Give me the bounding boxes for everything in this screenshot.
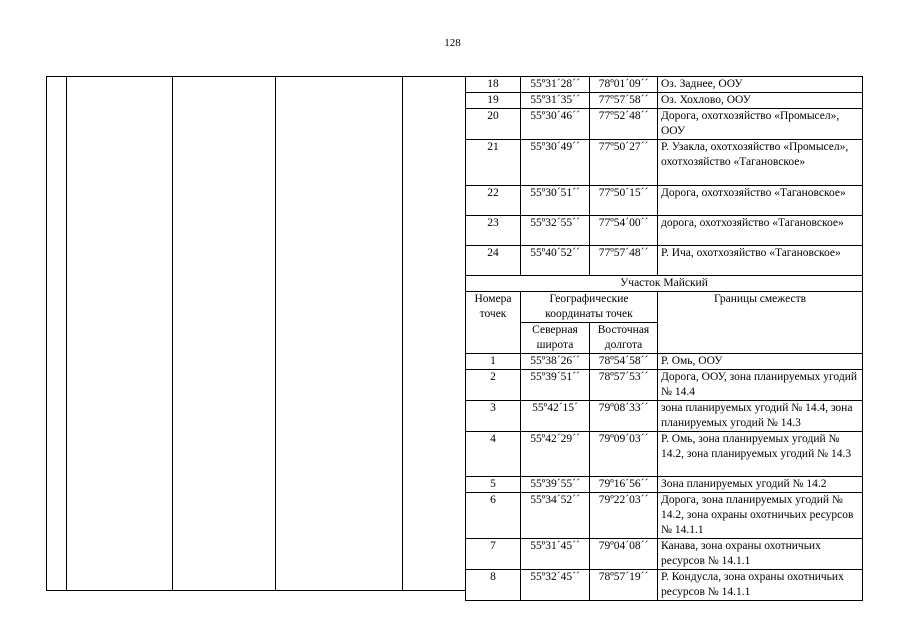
point-number: 18: [466, 77, 521, 93]
point-border: Р. Омь, ООУ: [658, 354, 863, 370]
header-coordinates: Географические координаты точек: [521, 292, 658, 323]
table-row: [466, 370, 863, 401]
point-number: 2: [466, 370, 521, 401]
point-border: Р. Омь, зона планируемых угодий № 14.2, зона планируемых угодий № 14.3: [658, 432, 863, 477]
section-title-row: [466, 276, 863, 292]
point-longitude: 77º57´48´´: [590, 246, 658, 276]
point-border: Дорога, охотхозяйство «Промысел», ООУ: [658, 109, 863, 140]
header-point-number: Номера точек: [466, 292, 521, 354]
point-longitude: 77º50´27´´: [590, 140, 658, 186]
point-number: 1: [466, 354, 521, 370]
point-latitude: 55º38´26´´: [521, 354, 590, 370]
point-number: 8: [466, 570, 521, 601]
table-row: [466, 432, 863, 477]
point-latitude: 55º39´51´´: [521, 370, 590, 401]
table-row: [466, 109, 863, 140]
table-row: [466, 93, 863, 109]
point-latitude: 55º34´52´´: [521, 493, 590, 539]
table-row: [466, 401, 863, 432]
outer-col-border: [275, 76, 276, 591]
header-border: Границы смежеств: [658, 292, 863, 354]
point-longitude: 79º22´03´´: [590, 493, 658, 539]
point-number: 21: [466, 140, 521, 186]
table-row: [466, 570, 863, 601]
table-row: [466, 354, 863, 370]
point-border: Р. Кондусла, зона охраны охотничьих ресурсов № 14.1.1: [658, 570, 863, 601]
point-longitude: 78º57´19´´: [590, 570, 658, 601]
point-border: Дорога, охотхозяйство «Тагановское»: [658, 186, 863, 216]
point-longitude: 77º52´48´´: [590, 109, 658, 140]
point-longitude: 78º57´53´´: [590, 370, 658, 401]
point-border: Дорога, ООУ, зона планируемых угодий № 14.4: [658, 370, 863, 401]
point-latitude: 55º40´52´´: [521, 246, 590, 276]
page-number: 128: [444, 37, 461, 49]
table-row: [466, 140, 863, 186]
header-latitude: Северная широта: [521, 323, 590, 354]
point-latitude: 55º32´45´´: [521, 570, 590, 601]
table-row: [466, 493, 863, 539]
point-number: 23: [466, 216, 521, 246]
outer-col-border: [172, 76, 173, 591]
point-number: 20: [466, 109, 521, 140]
header-longitude: Восточная долгота: [590, 323, 658, 354]
point-border: Р. Ича, охотхозяйство «Тагановское»: [658, 246, 863, 276]
point-number: 6: [466, 493, 521, 539]
point-longitude: 79º08´33´´: [590, 401, 658, 432]
table-row: [466, 539, 863, 570]
table-row: [466, 186, 863, 216]
point-longitude: 78º01´09´´: [590, 77, 658, 93]
point-border: Оз. Заднее, ООУ: [658, 77, 863, 93]
point-longitude: 77º57´58´´: [590, 93, 658, 109]
point-latitude: 55º31´35´´: [521, 93, 590, 109]
point-border: Оз. Хохлово, ООУ: [658, 93, 863, 109]
point-border: Канава, зона охраны охотничьих ресурсов № 14.1.1: [658, 539, 863, 570]
outer-col-border: [402, 76, 403, 591]
point-latitude: 55º42´29´´: [521, 432, 590, 477]
point-number: 3: [466, 401, 521, 432]
point-number: 4: [466, 432, 521, 477]
point-longitude: 79º09´03´´: [590, 432, 658, 477]
point-longitude: 77º54´00´´: [590, 216, 658, 246]
table-row: [466, 216, 863, 246]
point-border: Зона планируемых угодий № 14.2: [658, 477, 863, 493]
point-number: 24: [466, 246, 521, 276]
outer-col-border: [46, 76, 47, 591]
section-title: Участок Майский: [466, 276, 863, 292]
point-number: 22: [466, 186, 521, 216]
point-latitude: 55º31´45´´: [521, 539, 590, 570]
table-row: [466, 477, 863, 493]
point-latitude: 55º30´51´´: [521, 186, 590, 216]
point-border: Дорога, зона планируемых угодий № 14.2, зона охраны охотничьих ресурсов № 14.1.1: [658, 493, 863, 539]
point-number: 7: [466, 539, 521, 570]
point-latitude: 55º42´15´: [521, 401, 590, 432]
point-latitude: 55º32´55´´: [521, 216, 590, 246]
point-latitude: 55º31´28´´: [521, 77, 590, 93]
point-number: 5: [466, 477, 521, 493]
point-border: зона планируемых угодий № 14.4, зона планируемых угодий № 14.3: [658, 401, 863, 432]
point-latitude: 55º30´49´´: [521, 140, 590, 186]
point-longitude: 77º50´15´´: [590, 186, 658, 216]
table-row: [466, 77, 863, 93]
coordinates-table: [465, 76, 863, 601]
point-latitude: 55º39´55´´: [521, 477, 590, 493]
point-longitude: 79º04´08´´: [590, 539, 658, 570]
outer-table-bottom-border: [46, 590, 466, 591]
point-border: дорога, охотхозяйство «Тагановское»: [658, 216, 863, 246]
point-border: Р. Узакла, охотхозяйство «Промысел», охотхозяйство «Тагановское»: [658, 140, 863, 186]
point-longitude: 79º16´56´´: [590, 477, 658, 493]
point-number: 19: [466, 93, 521, 109]
point-longitude: 78º54´58´´: [590, 354, 658, 370]
point-latitude: 55º30´46´´: [521, 109, 590, 140]
outer-table-top-border: [46, 76, 466, 77]
outer-col-border: [66, 76, 67, 591]
header-row: [466, 292, 863, 323]
table-row: [466, 246, 863, 276]
